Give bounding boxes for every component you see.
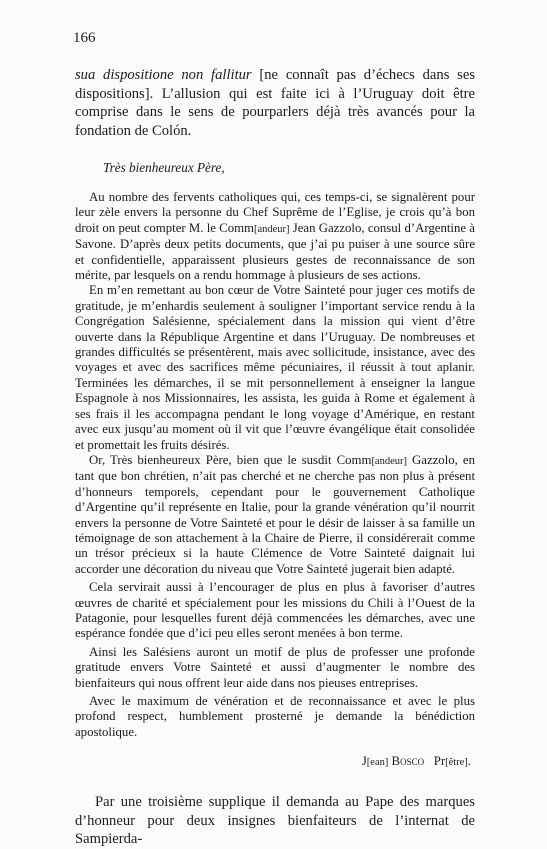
letter-paragraph-2: En m’en remettant au bon cœur de Votre Sainteté pour juger ces motifs de gratitude, je m’enhardis seulement à souligner l’important service rendu à la Congrégation Salésienne, spécialement dans la mission qui vient d’être ouverte dans la République Argentine et dans l’Uruguay. De nombreuses et grandes difficultés se présentèrent, mais avec sollicitude, insistance, avec des voyages et avec des sacrifices même pécuniaires, il réussit à tout aplanir. Terminées les démarches, il se mit personnellement à enseigner la langue Espagnole à nos Missionnaires, les assista, les guida à Rome et également à ses frais il les accompagna pendant le long voyage d’Amérique, en restant avec eux jusqu’au moment où il vit que l’œuvre évangélique était consolidée et promettait les fruits désirés. — [75, 283, 475, 452]
letter-body — [75, 190, 475, 740]
letter-paragraph-1: Au nombre des fervents catholiques qui, ces temps-ci, se signalèrent pour leur zèle envers la personne du Chef Suprême de l’Eglise, je crois qu’à bon droit on peut compter M. le Comm[andeur] Jean Gazzolo, consul d’Argentine à Savone. D’après deux petits documents, que j’ai pu puiser à une source sûre et confidentielle, apparaissent plusieurs gestes de reconnaissance de son mérite, par lesquels on a rendu hommage à plusieurs de ses actions. — [75, 190, 475, 283]
letter-paragraph-4: Cela servirait aussi à l’encourager de plus en plus à favoriser d’autres œuvres de charité et spécialement pour les missions du Chili à l’Ouest de la Patagonie, pour lesquelles furent déjà commencées les démarches, avec une espérance fondée que d’ici peu elles seront menées à bon terme. — [75, 580, 475, 641]
intro-text: [ne connaît pas d’échecs dans ses dispositions]. L’allusion qui est faite ici à l’Uruguay doit être comprise dans le sens de pourparlers déjà très avancés pour la fondation de Colón. — [75, 67, 475, 139]
intro-paragraph — [75, 66, 475, 140]
letter-paragraph-5: Ainsi les Salésiens auront un motif de plus de professer une profonde gratitude envers Votre Sainteté et aussi d’augmenter le nombre des bienfaiteurs qui nous offrent leur aide dans nos pieuses entreprises. — [75, 644, 475, 690]
page-number: 166 — [73, 30, 96, 46]
salutation: Très bienheureux Père, — [103, 160, 225, 175]
closing-paragraph: Par une troisième supplique il demanda au Pape des marques d’honneur pour deux insignes bienfaiteurs de l’internat de Sampierda- — [75, 794, 475, 848]
latin-quote: sua dispositione non fallitur — [75, 67, 252, 83]
editorial-insert: [andeur] — [371, 455, 407, 467]
page-body — [75, 66, 475, 849]
letter-paragraph-3: Or, Très bienheureux Père, bien que le susdit Comm[andeur] Gazzolo, en tant que bon chrétien, n’ait pas cherché et ne cherche pas non plus à présent d’honneurs temporels, cependant pour le gouvernement Catholique d’Argentine qu’il représente en Italie, pour la grande vénération qu’il nourrit envers la personne de Votre Sainteté et pour le désir de laisser à sa famille un témoignage de son attachement à la Chaire de Pierre, il considérerait comme un trésor précieux si la haute Clémence de Votre Sainteté daignait lui accorder une décoration du niveau que Votre Sainteté jugerait bien adapté. — [75, 452, 476, 576]
signature-surname: Bosco — [391, 754, 425, 769]
signature: J[ean] Bosco Pr[être]. — [361, 754, 471, 769]
letter-paragraph-6: Avec le maximum de vénération et de reconnaissance et avec le plus profond respect, humblement prosterné je demande la bénédiction apostolique. — [75, 694, 475, 739]
editorial-insert: [andeur] — [254, 223, 290, 235]
